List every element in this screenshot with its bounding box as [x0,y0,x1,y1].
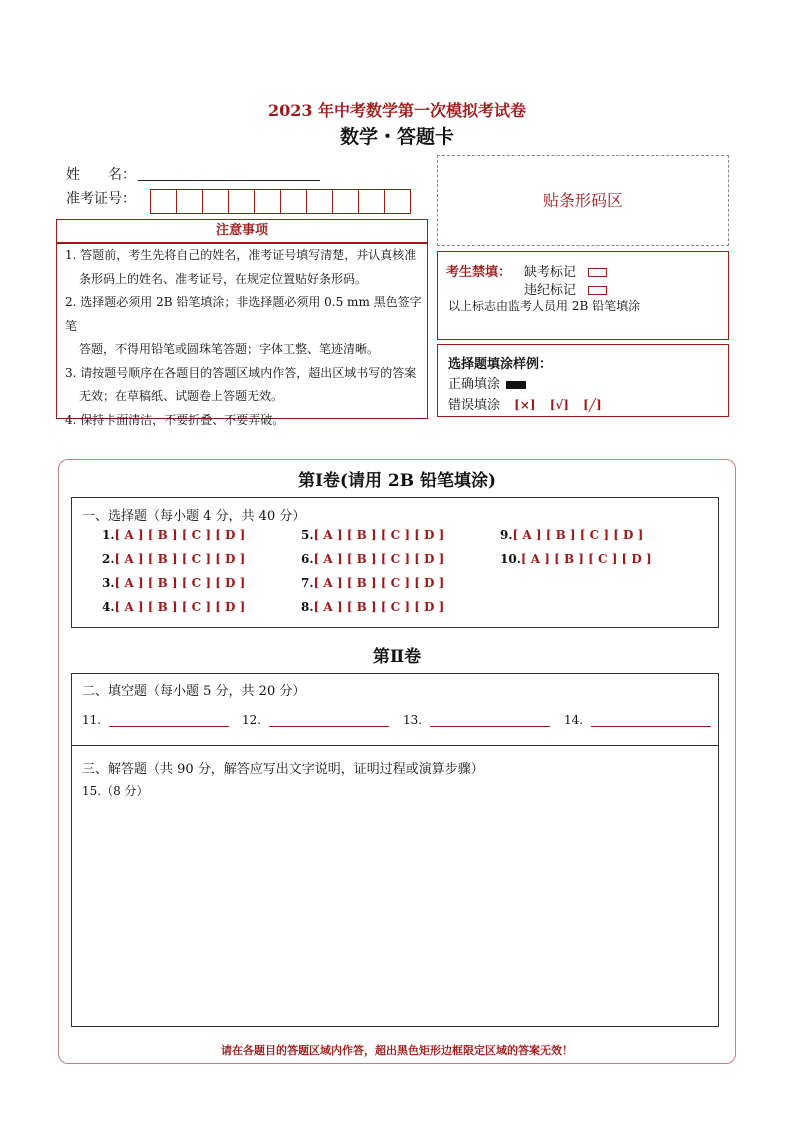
notice-item-cont: 答题，不得用铅笔或圆珠笔答题；字体工整、笔迹清晰。 [79,342,380,356]
notice-item: 4. 保持卡面清洁，不要折叠、不要弄破。 [65,412,285,427]
choice-question-6[interactable]: 6.[ A ] [ B ] [ C ] [ D ] [301,552,445,566]
slash-mark-icon: [╱] [583,398,602,412]
fill-blank-section [71,673,719,746]
answer-line[interactable] [591,712,711,727]
filled-block-icon [506,381,526,389]
choice-question-10[interactable]: 10.[ A ] [ B ] [ C ] [ D ] [500,552,652,566]
page-title: 2023 年中考数学第一次模拟考试卷 [267,101,527,120]
exam-digit-box[interactable] [332,189,359,214]
answer-line[interactable] [430,712,550,727]
exam-digit-box[interactable] [176,189,203,214]
notice-heading: 注意事项 [56,219,428,243]
exam-digit-box[interactable] [150,189,177,214]
volume2-title: 第Ⅱ卷 [372,647,422,667]
notice-item: 2. 选择题必须用 2B 铅笔填涂；非选择题必须用 0.5 mm 黑色签字笔 [65,295,422,333]
barcode-label: 贴条形码区 [542,191,623,210]
exam-number-label: 准考证号： [66,191,136,207]
notice-item-cont: 条形码上的姓名、准考证号，在规定位置贴好条形码。 [79,271,368,286]
cross-mark-icon: [×] [514,398,536,412]
notice-item: 3. 请按题号顺序在各题目的答题区域内作答，超出区域书写的答案 [65,365,417,380]
correct-fill-row [448,373,526,392]
choice-question-7[interactable]: 7.[ A ] [ B ] [ C ] [ D ] [301,576,445,590]
exam-digit-box[interactable] [384,189,411,214]
answer-line[interactable] [269,712,389,727]
absent-mark-row [524,261,607,280]
solve-section-title: 三、解答题（共 90 分，解答应写出文字说明，证明过程或演算步骤） [82,762,484,777]
blank-14[interactable]: 14. [564,712,711,727]
violation-mark-box[interactable] [588,286,607,295]
fill-blank-title: 二、填空题（每小题 5 分，共 20 分） [82,684,306,699]
exam-digit-box[interactable] [358,189,385,214]
violation-mark-label: 违纪标记 [524,283,577,298]
exam-digit-box[interactable] [280,189,307,214]
notice-item-cont: 无效；在草稿纸、试题卷上答题无效。 [79,389,284,403]
choice-question-2[interactable]: 2.[ A ] [ B ] [ C ] [ D ] [102,552,246,566]
check-mark-icon: [√] [549,398,569,412]
choice-question-3[interactable]: 3.[ A ] [ B ] [ C ] [ D ] [102,576,246,590]
wrong-fill-label: 错误填涂 [448,398,501,413]
exam-digit-box[interactable] [202,189,229,214]
correct-fill-label: 正确填涂 [448,377,501,392]
name-label: 姓 名： [66,167,136,183]
footer-warning: 请在各题目的答题区域内作答，超出黑色矩形边框限定区域的答案无效！ [221,1044,573,1057]
name-field[interactable] [138,180,320,181]
choice-section-title: 一、选择题（每小题 4 分，共 40 分） [82,509,306,524]
fill-sample-box [437,344,729,417]
barcode-area [437,155,729,246]
blank-11[interactable]: 11. [82,712,229,727]
volume1-title: 第Ⅰ卷(请用 2B 铅笔填涂) [297,471,497,491]
solve-section[interactable] [71,745,719,1027]
answer-line[interactable] [109,712,229,727]
exam-digit-box[interactable] [306,189,333,214]
choice-question-9[interactable]: 9.[ A ] [ B ] [ C ] [ D ] [500,528,644,542]
page-subtitle: 数学・答题卡 [339,126,454,148]
choice-section [71,497,719,628]
exam-digit-box[interactable] [228,189,255,214]
choice-question-8[interactable]: 8.[ A ] [ B ] [ C ] [ D ] [301,600,445,614]
notice-list [56,242,428,427]
question-15-label: 15.（8 分） [82,784,149,798]
blank-12[interactable]: 12. [242,712,389,727]
notice-item: 1. 答题前，考生先将自己的姓名，准考证号填写清楚，并认真核准 [65,248,417,262]
absent-mark-label: 缺考标记 [524,265,577,280]
fill-sample-title: 选择题填涂样例： [448,357,553,372]
exam-digit-box[interactable] [254,189,281,214]
prohibited-title: 考生禁填： [446,265,512,280]
prohibited-box [437,251,729,340]
blank-13[interactable]: 13. [403,712,550,727]
choice-question-4[interactable]: 4.[ A ] [ B ] [ C ] [ D ] [102,600,246,614]
absent-mark-box[interactable] [588,268,607,277]
exam-number-boxes[interactable] [151,189,411,214]
prohibited-note: 以上标志由监考人员用 2B 铅笔填涂 [448,299,641,313]
choice-question-5[interactable]: 5.[ A ] [ B ] [ C ] [ D ] [301,528,445,542]
wrong-fill-row [448,394,602,413]
choice-question-1[interactable]: 1.[ A ] [ B ] [ C ] [ D ] [102,528,246,542]
violation-mark-row [524,279,607,298]
